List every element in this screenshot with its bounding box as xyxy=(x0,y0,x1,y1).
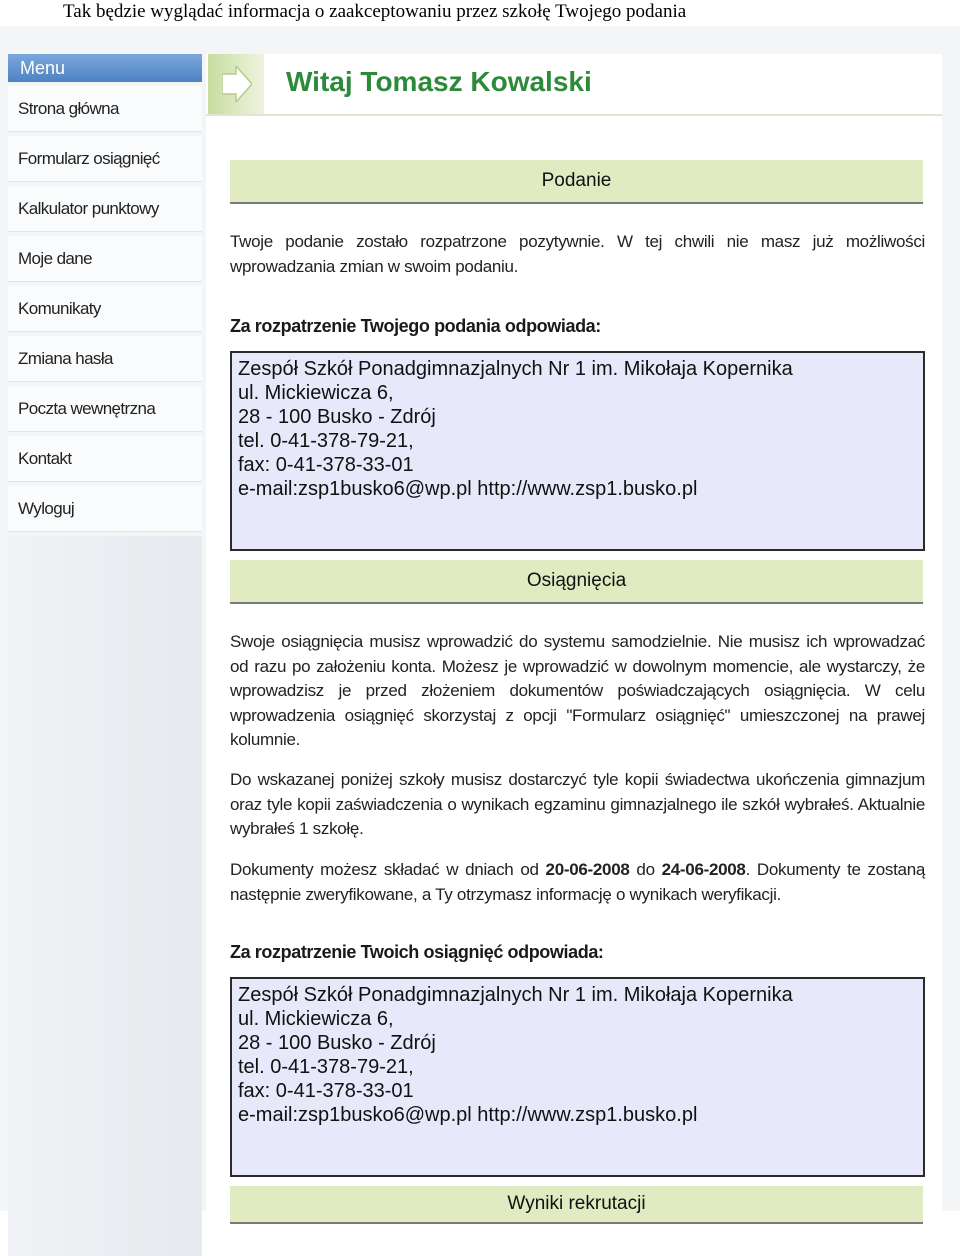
school-fax: fax: 0-41-378-33-01 xyxy=(238,1080,414,1102)
osiagniecia-text-3 xyxy=(230,858,925,907)
sidebar-item-zmiana-hasla[interactable]: Zmiana hasła xyxy=(8,336,202,382)
school-email-www: e-mail:zsp1busko6@wp.pl http://www.zsp1.busko.pl xyxy=(238,1104,698,1126)
school-city: 28 - 100 Busko - Zdrój xyxy=(238,1032,436,1054)
sidebar-menu xyxy=(8,54,202,1256)
sidebar-item-wyloguj[interactable]: Wyloguj xyxy=(8,486,202,532)
school-email-www: e-mail:zsp1busko6@wp.pl http://www.zsp1.busko.pl xyxy=(238,478,698,500)
arrow-icon xyxy=(208,54,264,114)
sidebar-item-kontakt[interactable]: Kontakt xyxy=(8,436,202,482)
school-city: 28 - 100 Busko - Zdrój xyxy=(238,406,436,428)
menu-header: Menu xyxy=(8,54,202,82)
app-frame xyxy=(0,26,960,1214)
osiagniecia-text-1: Swoje osiągnięcia musisz wprowadzić do systemu samodzielnie. Nie musisz ich wprowadzać od razu po założeniu konta. Możesz je wprowadzić w dowolnym momencie, ale wystarczy, że wprowadzisz je przed złożeniem dokumentów poświadczających osiągnięcia. W celu wprowadzenia osiągnięć skorzystaj z opcji "Formularz osiągnięć" umieszczonej na prawej kolumnie. xyxy=(230,632,925,749)
school-phone: tel. 0-41-378-79-21, xyxy=(238,430,414,452)
osiagniecia-text-2: Do wskazanej poniżej szkoły musisz dostarczyć tyle kopii świadectwa ukończenia gimnazjum oraz tyle kopii zaświadczenia o wynikach egzaminu gimnazjalnego ile szkół wybrałeś. Aktualnie wybrałeś 1 szkołę. xyxy=(230,770,925,838)
welcome-header xyxy=(206,54,942,116)
section-podanie-title: Podanie xyxy=(230,160,923,204)
text-part: . Dokumenty te zostaną następnie zweryfikowane, a Ty otrzymasz informację o wynikach weryfikacji. xyxy=(230,860,926,904)
section-osiagniecia-title: Osiągnięcia xyxy=(230,560,923,604)
sidebar-item-komunikaty[interactable]: Komunikaty xyxy=(8,286,202,332)
school-street: ul. Mickiewicza 6, xyxy=(238,382,394,404)
sidebar-background xyxy=(8,536,202,1256)
school-phone: tel. 0-41-378-79-21, xyxy=(238,1056,414,1078)
school-name: Zespół Szkół Ponadgimnazjalnych Nr 1 im. Mikołaja Kopernika xyxy=(238,984,793,1006)
sidebar-item-kalkulator-punktowy[interactable]: Kalkulator punktowy xyxy=(8,186,202,232)
date-from: 20-06-2008 xyxy=(545,860,630,879)
text-part: Dokumenty możesz składać w dniach od xyxy=(230,860,546,879)
sidebar-item-formularz-osiagniec[interactable]: Formularz osiągnięć xyxy=(8,136,202,182)
main-content xyxy=(206,54,942,1237)
podanie-address-box xyxy=(230,351,925,551)
sidebar-item-poczta-wewnetrzna[interactable]: Poczta wewnętrzna xyxy=(8,386,202,432)
podanie-text: Twoje podanie zostało rozpatrzone pozytywnie. W tej chwili nie masz już możliwości wprowadzania zmian w swoim podaniu. xyxy=(230,232,925,276)
sidebar-item-strona-glowna[interactable]: Strona główna xyxy=(8,86,202,132)
osiagniecia-address-box xyxy=(230,977,925,1177)
date-to: 24-06-2008 xyxy=(661,860,746,879)
text-part: do xyxy=(629,860,662,879)
welcome-title: Witaj Tomasz Kowalski xyxy=(286,66,592,97)
school-street: ul. Mickiewicza 6, xyxy=(238,1008,394,1030)
podanie-responsible-label: Za rozpatrzenie Twojego podania odpowiada: xyxy=(230,316,601,336)
document-caption: Tak będzie wyglądać informacja o zaakceptowaniu przez szkołę Twojego podania xyxy=(63,1,687,22)
school-name: Zespół Szkół Ponadgimnazjalnych Nr 1 im. Mikołaja Kopernika xyxy=(238,358,793,380)
osiagniecia-responsible-label: Za rozpatrzenie Twoich osiągnięć odpowiada: xyxy=(230,942,604,962)
sidebar-item-moje-dane[interactable]: Moje dane xyxy=(8,236,202,282)
school-fax: fax: 0-41-378-33-01 xyxy=(238,454,414,476)
section-wyniki-title: Wyniki rekrutacji xyxy=(230,1186,923,1224)
